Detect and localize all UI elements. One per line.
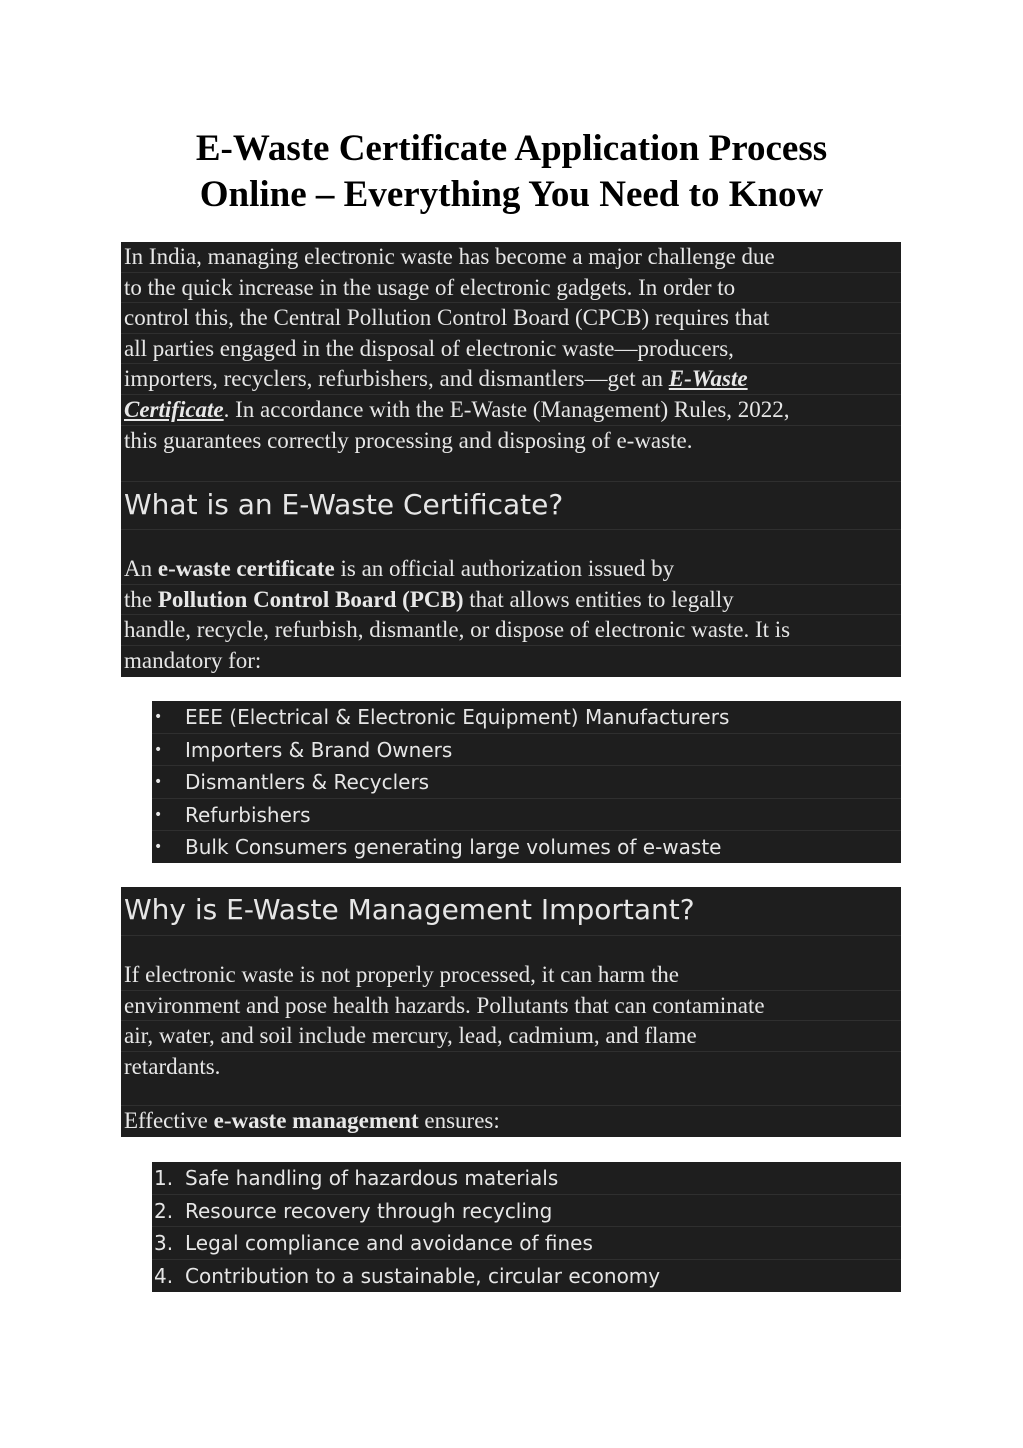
text: Effective	[124, 1108, 214, 1133]
paragraph-line: retardants.	[124, 1053, 221, 1079]
intro-line: to the quick increase in the usage of electronic gadgets. In order to	[121, 273, 901, 304]
bold-term: e-waste certificate	[157, 556, 335, 581]
intro-line: In India, managing electronic waste has become a major challenge due	[121, 242, 901, 273]
list-item-text: Legal compliance and avoidance of fines	[185, 1231, 593, 1256]
paragraph-line: air, water, and soil include mercury, lead, cadmium, and flame	[121, 1021, 901, 1052]
intro-line: control this, the Central Pollution Control Board (CPCB) requires that	[121, 303, 901, 334]
list-number: 2.	[154, 1198, 174, 1223]
intro-line	[121, 364, 901, 395]
list-item-text: Safe handling of hazardous materials	[185, 1166, 559, 1190]
intro-line: all parties engaged in the disposal of electronic waste—producers,	[121, 334, 901, 365]
bullet-list	[152, 701, 901, 863]
content-block-intro	[121, 242, 901, 677]
divider	[121, 935, 901, 936]
bullet-icon: •	[154, 839, 163, 856]
text: is an official authorization issued by	[334, 556, 675, 581]
paragraph-line	[121, 585, 901, 616]
list-number: 1.	[154, 1166, 174, 1190]
list-item	[152, 701, 901, 734]
list-item	[152, 1195, 901, 1228]
list-item-text: EEE (Electrical & Electronic Equipment) Manufacturers	[185, 705, 730, 729]
e-waste-certificate-link[interactable]: E-Waste	[668, 366, 748, 392]
list-item-text: Contribution to a sustainable, circular economy	[185, 1263, 661, 1288]
list-item	[152, 1227, 901, 1260]
paragraph-line: mandatory for:	[124, 647, 262, 673]
list-item-text: Refurbishers	[185, 802, 311, 827]
list-item-text: Resource recovery through recycling	[185, 1198, 553, 1223]
intro-paragraph	[121, 242, 901, 456]
list-item	[152, 1162, 901, 1195]
section-heading-what-is: What is an E-Waste Certificate?	[124, 488, 564, 521]
numbered-list	[152, 1162, 901, 1292]
what-is-paragraph	[121, 554, 901, 676]
bold-term: e-waste management	[213, 1108, 419, 1133]
paragraph-line	[121, 554, 901, 585]
list-item	[152, 831, 901, 864]
title-line-1: E-Waste Certificate Application Process	[195, 128, 828, 169]
intro-text: . In accordance with the E-Waste (Management) Rules, 2022,	[223, 396, 790, 422]
divider	[121, 529, 901, 530]
list-item-text: Bulk Consumers generating large volumes of e-waste	[185, 835, 722, 860]
list-item	[152, 734, 901, 767]
paragraph-line: handle, recycle, refurbish, dismantle, or dispose of electronic waste. It is	[121, 615, 901, 646]
list-item-text: Dismantlers & Recyclers	[185, 770, 430, 795]
bullet-icon: •	[154, 709, 163, 725]
list-number: 3.	[154, 1231, 174, 1256]
text: ensures:	[418, 1108, 500, 1133]
intro-line	[121, 395, 901, 426]
why-paragraph	[121, 960, 901, 1082]
intro-line: this guarantees correctly processing and disposing of e-waste.	[124, 427, 693, 453]
list-item	[152, 1260, 901, 1293]
bullet-icon: •	[154, 741, 163, 758]
bold-term: Pollution Control Board (PCB)	[157, 586, 464, 612]
content-block-why	[121, 887, 901, 1137]
paragraph-line: If electronic waste is not properly processed, it can harm the	[121, 960, 901, 991]
title-line-2: Online – Everything You Need to Know	[199, 174, 824, 215]
page-title	[0, 126, 1023, 218]
list-item	[152, 766, 901, 799]
list-number: 4.	[154, 1263, 174, 1288]
bullet-icon: •	[154, 774, 163, 791]
text: the	[124, 586, 158, 612]
list-item-text: Importers & Brand Owners	[185, 737, 453, 762]
intro-text: importers, recyclers, refurbishers, and dismantlers—get an	[124, 366, 669, 392]
text: An	[124, 556, 158, 581]
section-heading-why: Why is E-Waste Management Important?	[124, 893, 695, 926]
e-waste-certificate-link-cont[interactable]: Certificate	[124, 396, 224, 422]
list-item	[152, 799, 901, 832]
text: that allows entities to legally	[463, 586, 734, 612]
bullet-icon: •	[154, 806, 163, 823]
paragraph-line: environment and pose health hazards. Pollutants that can contaminate	[121, 991, 901, 1022]
effective-line	[121, 1106, 901, 1137]
